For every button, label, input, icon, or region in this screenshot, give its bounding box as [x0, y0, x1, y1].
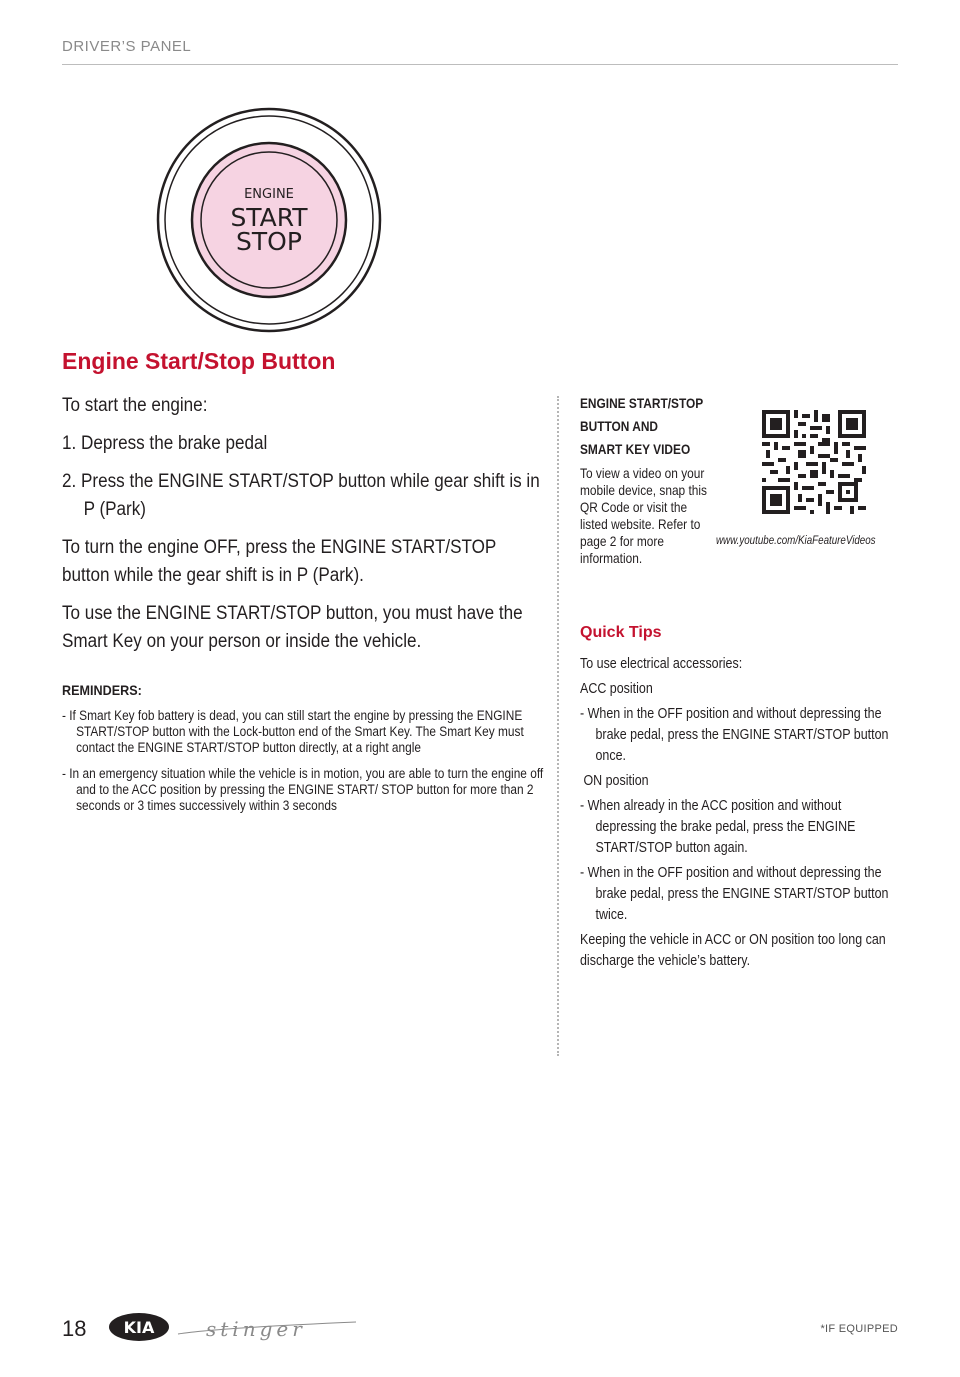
tip-line: - When in the OFF position and without depressing the brake pedal, press the ENGINE START/STOP button twice.	[580, 865, 889, 923]
tip-line: - When in the OFF position and without depressing the brake pedal, press the ENGINE START/STOP button once.	[580, 706, 889, 764]
video-title-line: SMART KEY VIDEO	[580, 441, 691, 457]
section-header: DRIVER’S PANEL	[62, 38, 192, 55]
if-equipped-note: *IF EQUIPPED	[820, 1323, 898, 1335]
quick-tips-list	[580, 650, 900, 972]
tip-line: - When already in the ACC position and without depressing the brake pedal, press the ENGINE START/STOP button again.	[580, 798, 856, 856]
tip-subheading: ACC position	[580, 681, 653, 697]
smart-key-paragraph: To use the ENGINE START/STOP button, you must have the Smart Key on your person or inside the vehicle.	[62, 603, 523, 652]
column-divider	[557, 396, 559, 1056]
intro-text: To start the engine:	[62, 395, 208, 416]
video-url-link[interactable]: www.youtube.com/KiaFeatureVideos	[716, 535, 876, 547]
qr-code-icon[interactable]	[762, 410, 866, 514]
page-number: 18	[62, 1316, 87, 1341]
video-title-line: ENGINE START/STOP	[580, 395, 704, 411]
header-divider	[62, 64, 898, 65]
tip-line: To use electrical accessories:	[580, 656, 743, 672]
step-item: 1. Depress the brake pedal	[62, 433, 268, 454]
quick-tips-title: Quick Tips	[580, 624, 662, 641]
section-title: Engine Start/Stop Button	[62, 348, 336, 374]
illustration-stop-label: STOP	[236, 227, 302, 256]
video-description: To view a video on your mobile device, snap this QR Code or visit the listed website. Refer to page 2 for more information.	[580, 465, 708, 566]
engine-start-stop-button-illustration	[156, 107, 382, 333]
video-title-line: BUTTON AND	[580, 418, 659, 434]
kia-logo-text: KIA	[123, 1318, 155, 1337]
illustration-engine-label: ENGINE	[244, 187, 294, 202]
step-item: 2. Press the ENGINE START/STOP button while gear shift is in P (Park)	[62, 471, 540, 520]
turn-off-paragraph: To turn the engine OFF, press the ENGINE START/STOP button while the gear shift is in P (Park).	[62, 537, 497, 586]
reminder-item: - In an emergency situation while the vehicle is in motion, you are able to turn the engine off and to the ACC position by pressing the ENGINE START/ STOP button for more than 2 seconds or 3 times successively within 3 seconds	[62, 766, 544, 813]
stinger-wordmark-text: stinger	[206, 1317, 306, 1341]
tip-subheading: ON position	[583, 773, 649, 789]
reminders-title: REMINDERS:	[62, 682, 142, 698]
kia-logo	[108, 1312, 170, 1342]
stinger-wordmark	[176, 1316, 362, 1342]
tip-line: Keeping the vehicle in ACC or ON position too long can discharge the vehicle’s battery.	[580, 932, 886, 969]
main-instructions	[62, 392, 544, 814]
reminder-item: - If Smart Key fob battery is dead, you can still start the engine by pressing the ENGINE START/STOP button with the Lock-button end of the Smart Key. The Smart Key must contact the ENGINE START/STOP button directly, at a right angle	[62, 708, 524, 755]
illustration-start-label: START	[230, 203, 308, 232]
